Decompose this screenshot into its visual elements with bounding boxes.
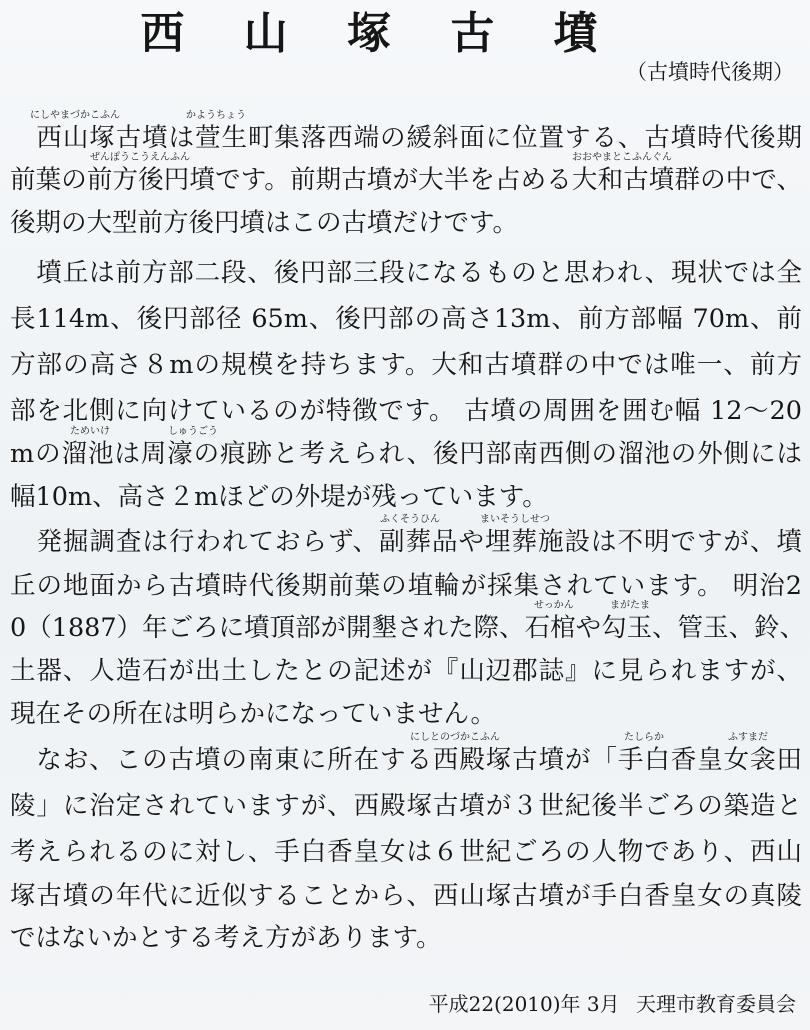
text-line: なお、この古墳の南東に所在する西殿塚古墳が「手白香皇女衾田	[10, 745, 802, 775]
text-line: 塚古墳の年代に近似することから、西山塚古墳が手白香皇女の真陵	[10, 881, 802, 911]
ruby-annotation: せっかん	[534, 600, 574, 611]
ruby-annotation: しゅうごう	[168, 426, 218, 437]
text-line: 西山塚古墳は萱生町集落西端の緩斜面に位置する、古墳時代後期	[10, 123, 802, 153]
ruby-annotation: まがたま	[610, 600, 650, 611]
text-line: 陵」に治定されていますが、西殿塚古墳が３世紀後半ごろの築造と	[10, 791, 802, 821]
footer-issuer: 天理市教育委員会	[636, 992, 796, 1016]
ruby-annotation: ためいけ	[70, 426, 110, 437]
ruby-annotation: たしらか	[624, 732, 664, 743]
ruby-annotation: にしとのづかこふん	[410, 732, 500, 743]
ruby-annotation: かようちょう	[186, 110, 246, 121]
text-line: 丘の地面から古墳時代後期前葉の埴輪が採集されています。 明治2	[10, 571, 802, 601]
text-line: 幅10m、高さ２mほどの外堤が残っています。	[10, 482, 548, 512]
text-line: 前葉の前方後円墳です。前期古墳が大半を占める大和古墳群の中で、	[10, 165, 802, 195]
text-line: 現在その所在は明らかになっていません。	[10, 699, 497, 729]
ruby-annotation: ぜんぽうこうえんふん	[90, 152, 190, 163]
text-line: ではないかとする考え方があります。	[10, 923, 442, 953]
text-line: 土器、人造石が出土したとの記述が『山辺郡誌』に見られますが、	[10, 656, 802, 686]
footer-date: 平成22(2010)年 3月	[428, 992, 620, 1016]
ruby-annotation: まいそうしせつ	[480, 514, 550, 525]
text-line: 考えられるのに対し、手白香皇女は６世紀ごろの人物であり、西山	[10, 837, 802, 867]
text-line: 部を北側に向けているのが特徴です。 古墳の周囲を囲む幅 12～20	[10, 396, 802, 426]
text-line: mの溜池は周濠の痕跡と考えられ、後円部南西側の溜池の外側には	[10, 439, 802, 469]
ruby-annotation: にしやまづかこふん	[30, 110, 120, 121]
footer	[419, 990, 796, 1018]
text-line: 墳丘は前方部二段、後円部三段になるものと思われ、現状では全	[10, 258, 802, 288]
ruby-annotation: ふくそうひん	[380, 514, 440, 525]
text-line: 長114m、後円部径 65m、後円部の高さ13m、前方部幅 70m、前	[10, 304, 802, 334]
ruby-annotation: ふすまだ	[728, 732, 768, 743]
page-title: 西 山 塚 古 墳	[140, 8, 620, 59]
text-line: 後期の大型前方後円墳はこの古墳だけです。	[10, 208, 518, 238]
text-line: 方部の高さ８mの規模を持ちます。大和古墳群の中では唯一、前方	[10, 350, 802, 380]
era-subtitle: （古墳時代後期）	[626, 60, 794, 84]
ruby-annotation: おおやまとこふんぐん	[572, 152, 672, 163]
text-line: 発掘調査は行われておらず、副葬品や埋葬施設は不明ですが、墳	[10, 527, 802, 557]
text-line: 0（1887）年ごろに墳頂部が開墾された際、石棺や勾玉、管玉、鈴、	[10, 613, 806, 643]
